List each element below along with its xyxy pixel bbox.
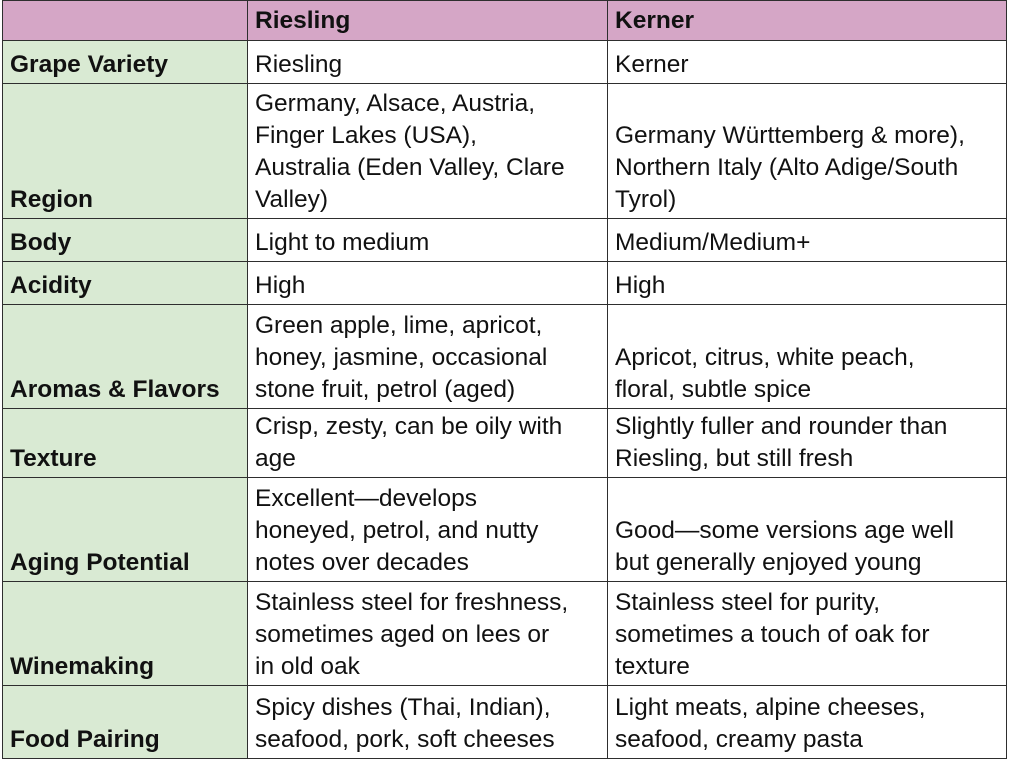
kerner-food-pairing xyxy=(608,686,1007,759)
riesling-aromas-flavors xyxy=(248,305,608,409)
table-row xyxy=(3,686,1007,759)
cell-line: Good—some versions age well xyxy=(615,517,955,544)
kerner-grape-variety xyxy=(608,41,1007,84)
cell-line: Spicy dishes (Thai, Indian), xyxy=(255,694,551,721)
cell-line: notes over decades xyxy=(255,549,469,576)
cell-line: Excellent—develops xyxy=(255,485,477,512)
cell-line: age xyxy=(255,445,296,472)
row-label-body: Body xyxy=(3,219,248,262)
row-label-food-pairing: Food Pairing xyxy=(3,686,248,759)
cell-line: texture xyxy=(615,653,690,680)
table-row xyxy=(3,582,1007,686)
cell-line: Germany, Alsace, Austria, xyxy=(255,90,536,117)
cell-line: floral, subtle spice xyxy=(615,376,812,403)
cell-line: Light meats, alpine cheeses, xyxy=(615,694,926,721)
table-row xyxy=(3,84,1007,219)
table-row xyxy=(3,409,1007,478)
row-label-winemaking: Winemaking xyxy=(3,582,248,686)
cell-line: Crisp, zesty, can be oily with xyxy=(255,413,563,440)
cell-line: Stainless steel for freshness, xyxy=(255,589,569,616)
cell-line: seafood, creamy pasta xyxy=(615,726,863,753)
row-label-acidity: Acidity xyxy=(3,262,248,305)
kerner-aromas-flavors xyxy=(608,305,1007,409)
table-row xyxy=(3,305,1007,409)
riesling-body xyxy=(248,219,608,262)
riesling-grape-variety xyxy=(248,41,608,84)
table-row xyxy=(3,478,1007,582)
cell-line: Riesling xyxy=(255,51,343,78)
row-label-aromas-flavors: Aromas & Flavors xyxy=(3,305,248,409)
riesling-region xyxy=(248,84,608,219)
cell-line: Germany Württemberg & more), xyxy=(615,122,965,149)
cell-line: in old oak xyxy=(255,653,360,680)
kerner-winemaking xyxy=(608,582,1007,686)
table-body xyxy=(3,41,1007,759)
cell-line: honeyed, petrol, and nutty xyxy=(255,517,539,544)
table-row xyxy=(3,262,1007,305)
cell-line: High xyxy=(615,272,666,299)
riesling-winemaking xyxy=(248,582,608,686)
kerner-region xyxy=(608,84,1007,219)
kerner-texture xyxy=(608,409,1007,478)
cell-line: stone fruit, petrol (aged) xyxy=(255,376,516,403)
cell-line: Medium/Medium+ xyxy=(615,229,811,256)
cell-line: Tyrol) xyxy=(615,186,677,213)
riesling-aging-potential xyxy=(248,478,608,582)
row-label-aging-potential: Aging Potential xyxy=(3,478,248,582)
riesling-acidity xyxy=(248,262,608,305)
row-label-region: Region xyxy=(3,84,248,219)
row-label-texture: Texture xyxy=(3,409,248,478)
cell-line: Stainless steel for purity, xyxy=(615,589,881,616)
riesling-food-pairing xyxy=(248,686,608,759)
kerner-acidity xyxy=(608,262,1007,305)
riesling-texture xyxy=(248,409,608,478)
cell-line: honey, jasmine, occasional xyxy=(255,344,548,371)
header-riesling: Riesling xyxy=(248,1,608,41)
cell-line: High xyxy=(255,272,306,299)
cell-line: sometimes a touch of oak for xyxy=(615,621,930,648)
table-row xyxy=(3,41,1007,84)
cell-line: Australia (Eden Valley, Clare xyxy=(255,154,565,181)
kerner-body xyxy=(608,219,1007,262)
cell-line: Light to medium xyxy=(255,229,430,256)
table-row xyxy=(3,219,1007,262)
kerner-aging-potential xyxy=(608,478,1007,582)
header-row xyxy=(3,1,1007,41)
cell-line: Riesling, but still fresh xyxy=(615,445,854,472)
cell-line: sometimes aged on lees or xyxy=(255,621,550,648)
cell-line: Northern Italy (Alto Adige/South xyxy=(615,154,959,181)
header-kerner: Kerner xyxy=(608,1,1007,41)
cell-line: but generally enjoyed young xyxy=(615,549,922,576)
cell-line: Finger Lakes (USA), xyxy=(255,122,477,149)
row-label-grape-variety: Grape Variety xyxy=(3,41,248,84)
cell-line: Apricot, citrus, white peach, xyxy=(615,344,915,371)
cell-line: seafood, pork, soft cheeses xyxy=(255,726,555,753)
header-corner-cell xyxy=(3,1,248,41)
cell-line: Slightly fuller and rounder than xyxy=(615,413,948,440)
cell-line: Green apple, lime, apricot, xyxy=(255,312,543,339)
wine-comparison-table xyxy=(2,0,1007,759)
cell-line: Kerner xyxy=(615,51,689,78)
cell-line: Valley) xyxy=(255,186,329,213)
